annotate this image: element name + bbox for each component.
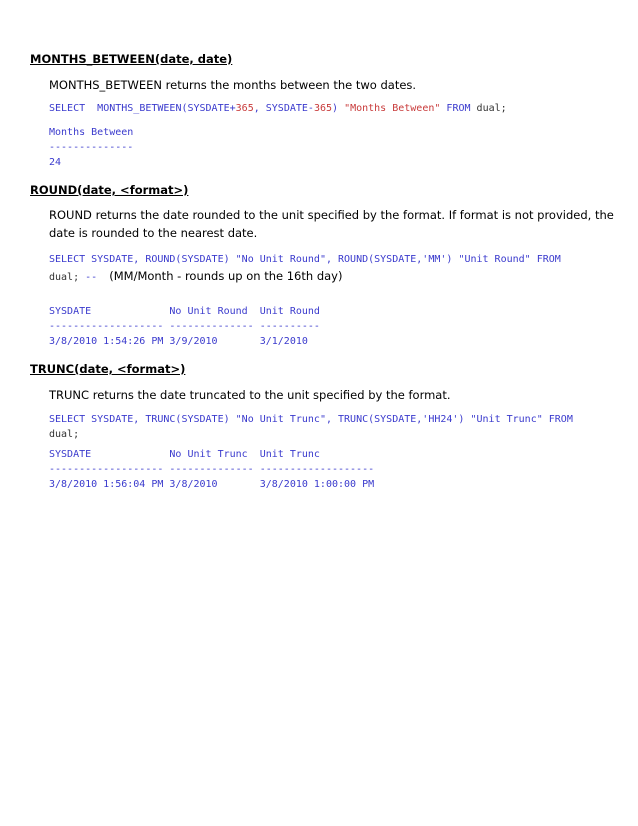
trunc-query: [49, 412, 573, 442]
trunc-heading: TRUNC(date, <format>): [30, 362, 186, 376]
round-heading: ROUND(date, <format>): [30, 183, 189, 197]
months-between-description: MONTHS_BETWEEN returns the months between the two dates.: [49, 78, 417, 92]
sql-from-keyword: FROM: [536, 254, 561, 265]
months-between-output: [49, 125, 133, 170]
sql-alias: "Months Between": [344, 103, 441, 114]
sql-statement: , ROUND(SYSDATE,'MM'): [325, 254, 453, 265]
months-between-heading: MONTHS_BETWEEN(date, date): [30, 52, 233, 66]
months-between-query: [49, 101, 507, 116]
output-header: SYSDATE No Unit Round Unit Round: [49, 306, 320, 317]
trunc-description: TRUNC returns the date truncated to the unit specified by the format.: [49, 388, 451, 402]
sql-alias: "Unit Trunc": [470, 414, 543, 425]
output-row: 3/8/2010 1:56:04 PM 3/8/2010 3/8/2010 1:00:00 PM: [49, 479, 375, 490]
sql-table: dual;: [476, 103, 507, 114]
sql-function-call: MONTHS_BETWEEN(SYSDATE+: [97, 103, 236, 114]
output-value: 24: [49, 157, 62, 168]
sql-table: dual;: [49, 429, 80, 440]
output-header: SYSDATE No Unit Trunc Unit Trunc: [49, 449, 320, 460]
sql-comment-dashes: --: [85, 272, 98, 283]
sql-statement: SELECT SYSDATE, ROUND(SYSDATE): [49, 254, 230, 265]
sql-from-keyword: FROM: [446, 103, 471, 114]
sql-number: 365: [235, 103, 254, 114]
round-description: ROUND returns the date rounded to the unit specified by the format. If format is not provided, the date is rounded to the nearest date.: [49, 208, 614, 240]
output-header: Months Between: [49, 127, 134, 138]
output-rule: ------------------- -------------- -------------------: [49, 464, 375, 475]
sql-alias: "No Unit Round": [235, 254, 326, 265]
sql-alias: "Unit Round": [458, 254, 531, 265]
sql-select-keyword: SELECT: [49, 103, 86, 114]
output-rule: ------------------- -------------- ----------: [49, 321, 320, 332]
output-row: 3/8/2010 1:54:26 PM 3/9/2010 3/1/2010: [49, 336, 308, 347]
round-query: [49, 252, 561, 286]
sql-paren: ): [332, 103, 339, 114]
sql-number: 365: [313, 103, 332, 114]
sql-statement: SELECT SYSDATE, TRUNC(SYSDATE): [49, 414, 230, 425]
sql-table: dual;: [49, 272, 80, 283]
trunc-output: [49, 447, 374, 492]
sql-comment: (MM/Month - rounds up on the 16th day): [109, 269, 343, 283]
output-rule: --------------: [49, 142, 134, 153]
sql-function-call: , SYSDATE-: [253, 103, 314, 114]
sql-alias: "No Unit Trunc": [235, 414, 326, 425]
sql-statement: , TRUNC(SYSDATE,'HH24'): [325, 414, 465, 425]
round-output: [49, 304, 320, 349]
sql-from-keyword: FROM: [548, 414, 573, 425]
